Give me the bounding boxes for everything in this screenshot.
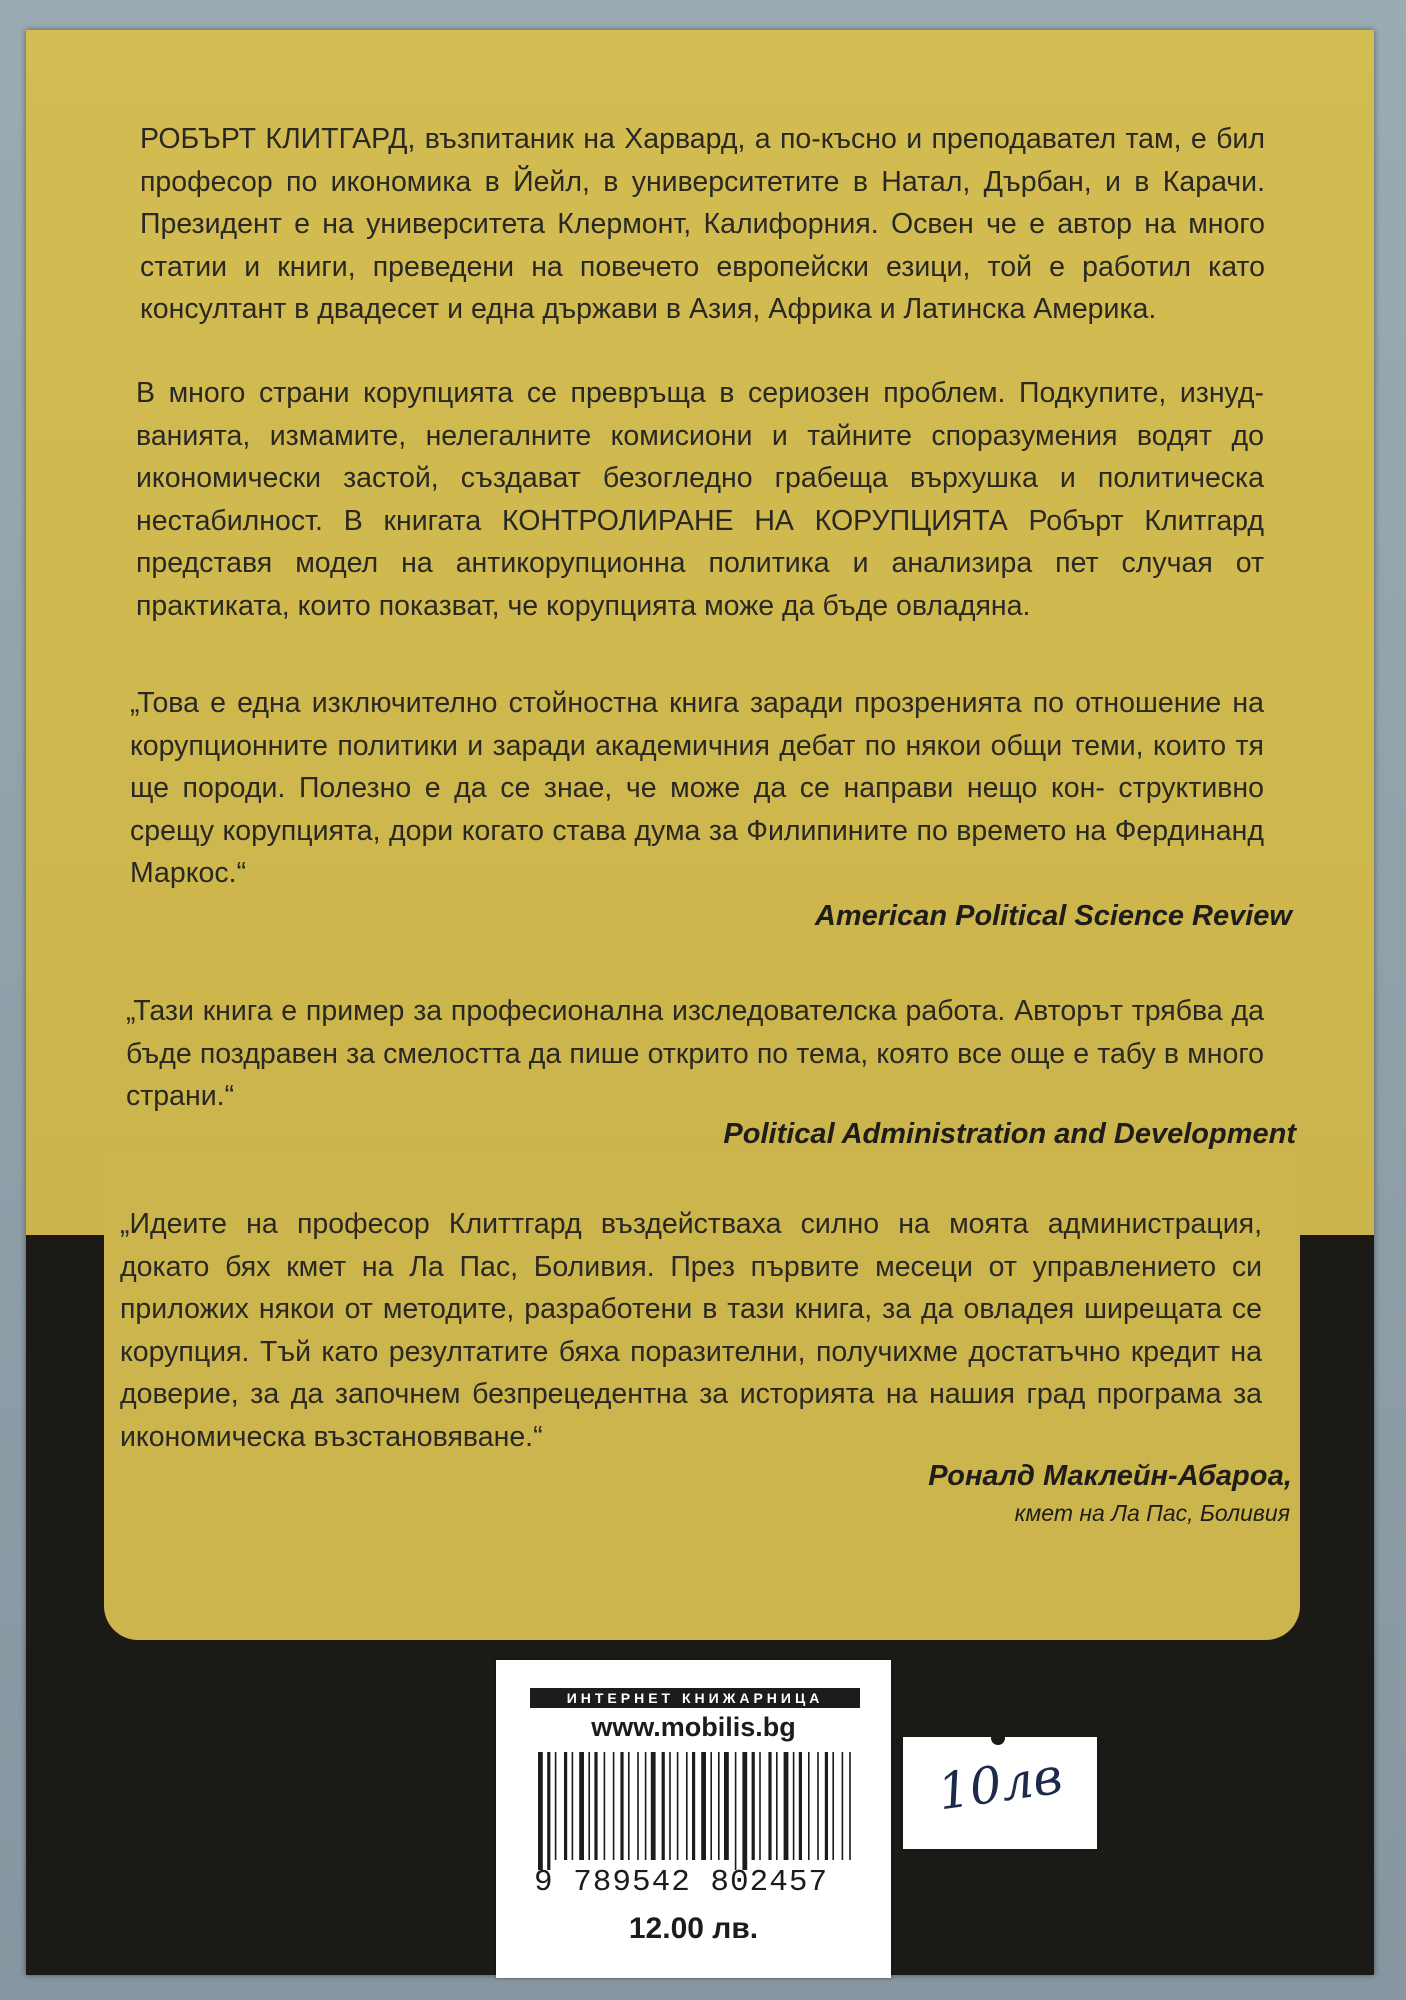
handwritten-price-tag [903, 1737, 1097, 1849]
book-description-paragraph: В много страни корупцията се превръща в сериозен проблем. Подкупите, изнуд- ванията, измамите, нелегалните комисиони и тайните споразумения водят до икономически застой, създават безогледно грабеща върхушка и политическа нестабилност. В книгата КОНТРОЛИРАНЕ НА КОРУПЦИЯТА Робърт Клитгард представя модел на антикорупционна политика и анализира пет случая от практиката, които показват, че корупцията може да бъде овладяна. [136, 377, 1264, 622]
review-source-3-name: Роналд Маклейн-Абароа, [928, 1460, 1292, 1492]
handwritten-price: 10лв [934, 1746, 1066, 1822]
review-quote-2: „Тази книга е пример за професионална изследователска работа. Авторът трябва да бъде поздравен за смелостта да пише открито по тема, която все още е табу в много страни.“ [126, 995, 1264, 1112]
isbn-number: 9 789542 802457 [534, 1865, 829, 1900]
barcode-icon [536, 1752, 856, 1870]
author-bio-paragraph: РОБЪРТ КЛИТГАРД, възпитаник на Харвард, а по-късно и преподавател там, е бил професор по икономика в Йейл, в университетите в Натал, Дърбан, и в Карачи. Президент е на университета Клермонт, Калифорния. Освен че е автор на много статии и книги, преведени на повечето европейски езици, той е работил като консултант в двадесет и една държави в Азия, Африка и Латинска Америка. [140, 123, 1265, 325]
review-quote-3: „Идеите на професор Клиттгард въздействаха силно на моята администрация, докато бях кмет на Ла Пас, Боливия. През първите месеци от управлението си приложих някои от методите, разработени в тази книга, за да овладея ширещата се корупция. Тъй като резултатите бяха поразителни, получихме достатъчно кредит на доверие, за да започнем безпрецедентна за историята на нашия град програма за икономическа възстановяване.“ [120, 1208, 1262, 1453]
sticker-price: 12.00 лв. [628, 1912, 759, 1945]
tag-notch [991, 1731, 1005, 1745]
sticker-url: www.mobilis.bg [591, 1712, 796, 1742]
sticker-band: ИНТЕРНЕТ КНИЖАРНИЦА [530, 1688, 860, 1708]
review-source-1: American Political Science Review [814, 900, 1292, 932]
review-source-2: Political Administration and Development [723, 1118, 1296, 1150]
bookstore-sticker [496, 1660, 891, 1978]
review-source-3-title: кмет на Ла Пас, Боливия [1014, 1500, 1290, 1526]
review-quote-1: „Това е една изключително стойностна книга заради прозренията по отношение на корупционните политики и заради академичния дебат по някои общи теми, които тя ще породи. Полезно е да се знае, че може да се направи нещо кон- структивно срещу корупцията, дори когато става дума за Филипините по времето на Фердинанд Маркос.“ [130, 687, 1264, 889]
